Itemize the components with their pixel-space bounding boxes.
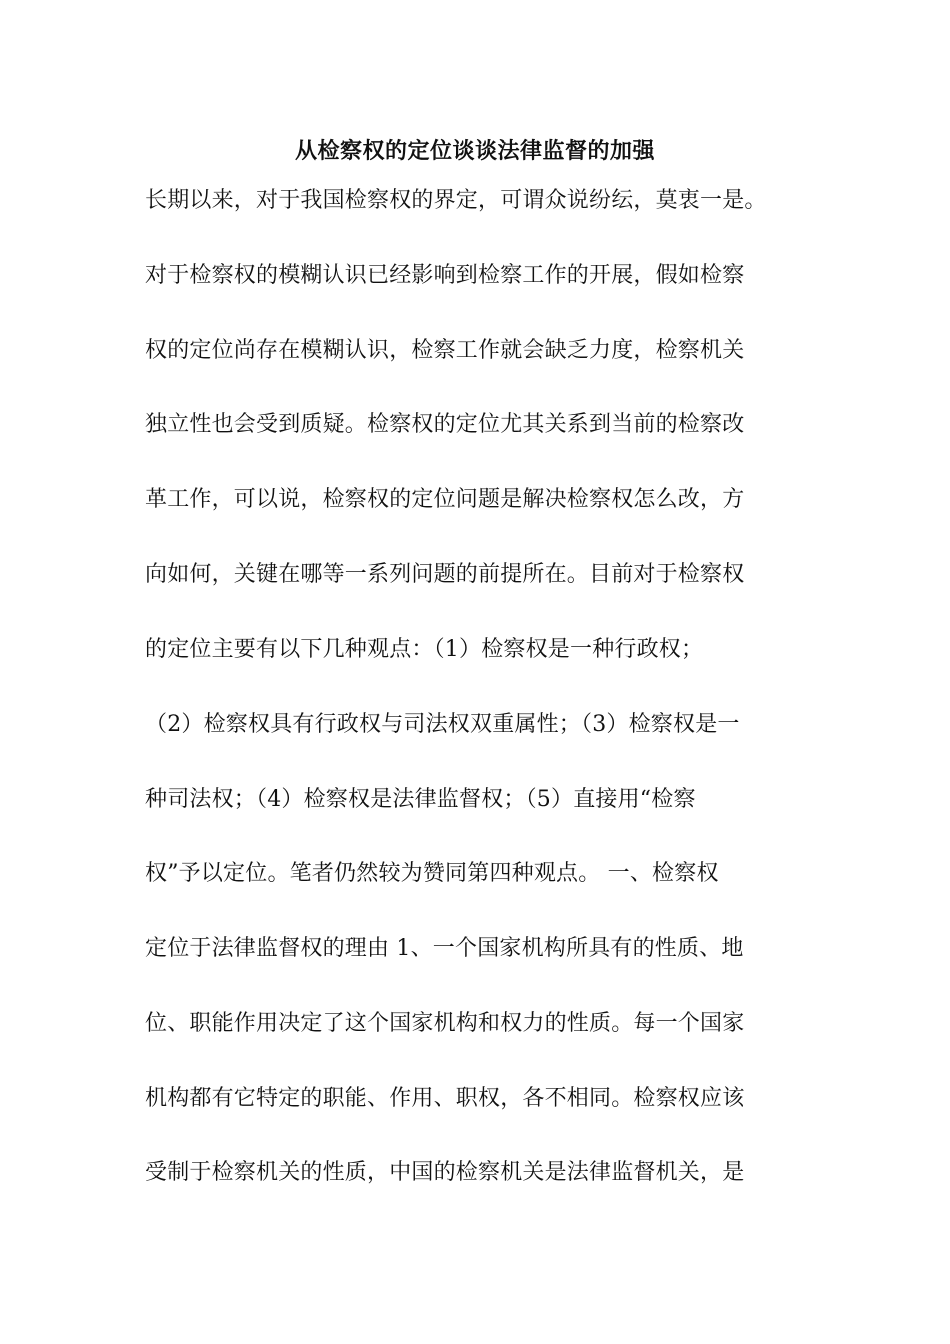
body-line-11: 定位于法律监督权的理由 1、一个国家机构所具有的性质、地 xyxy=(145,936,744,961)
body-line-2: 对于检察权的模糊认识已经影响到检察工作的开展，假如检察 xyxy=(145,263,745,288)
body-line-4: 独立性也会受到质疑。检察权的定位尤其关系到当前的检察改 xyxy=(145,412,745,437)
body-line-5: 革工作，可以说，检察权的定位问题是解决检察权怎么改，方 xyxy=(145,487,745,512)
body-line-1: 长期以来，对于我国检察权的界定，可谓众说纷纭，莫衷一是。 xyxy=(145,188,767,213)
body-line-8: （2）检察权具有行政权与司法权双重属性；（3）检察权是一 xyxy=(145,712,740,737)
body-line-7: 的定位主要有以下几种观点：（1）检察权是一种行政权； xyxy=(145,637,704,662)
body-line-12: 位、职能作用决定了这个国家机构和权力的性质。每一个国家 xyxy=(145,1011,745,1036)
body-line-6: 向如何，关键在哪等一系列问题的前提所在。目前对于检察权 xyxy=(145,562,745,587)
document-title: 从检察权的定位谈谈法律监督的加强 xyxy=(294,139,655,164)
body-line-3: 权的定位尚存在模糊认识，检察工作就会缺乏力度，检察机关 xyxy=(145,338,745,363)
body-line-10: 权”予以定位。笔者仍然较为赞同第四种观点。 一、检察权 xyxy=(145,861,719,886)
body-line-14: 受制于检察机关的性质，中国的检察机关是法律监督机关，是 xyxy=(145,1160,745,1185)
body-line-13: 机构都有它特定的职能、作用、职权，各不相同。检察权应该 xyxy=(145,1086,745,1111)
body-line-9: 种司法权；（4）检察权是法律监督权；（5）直接用“检察 xyxy=(145,787,696,812)
